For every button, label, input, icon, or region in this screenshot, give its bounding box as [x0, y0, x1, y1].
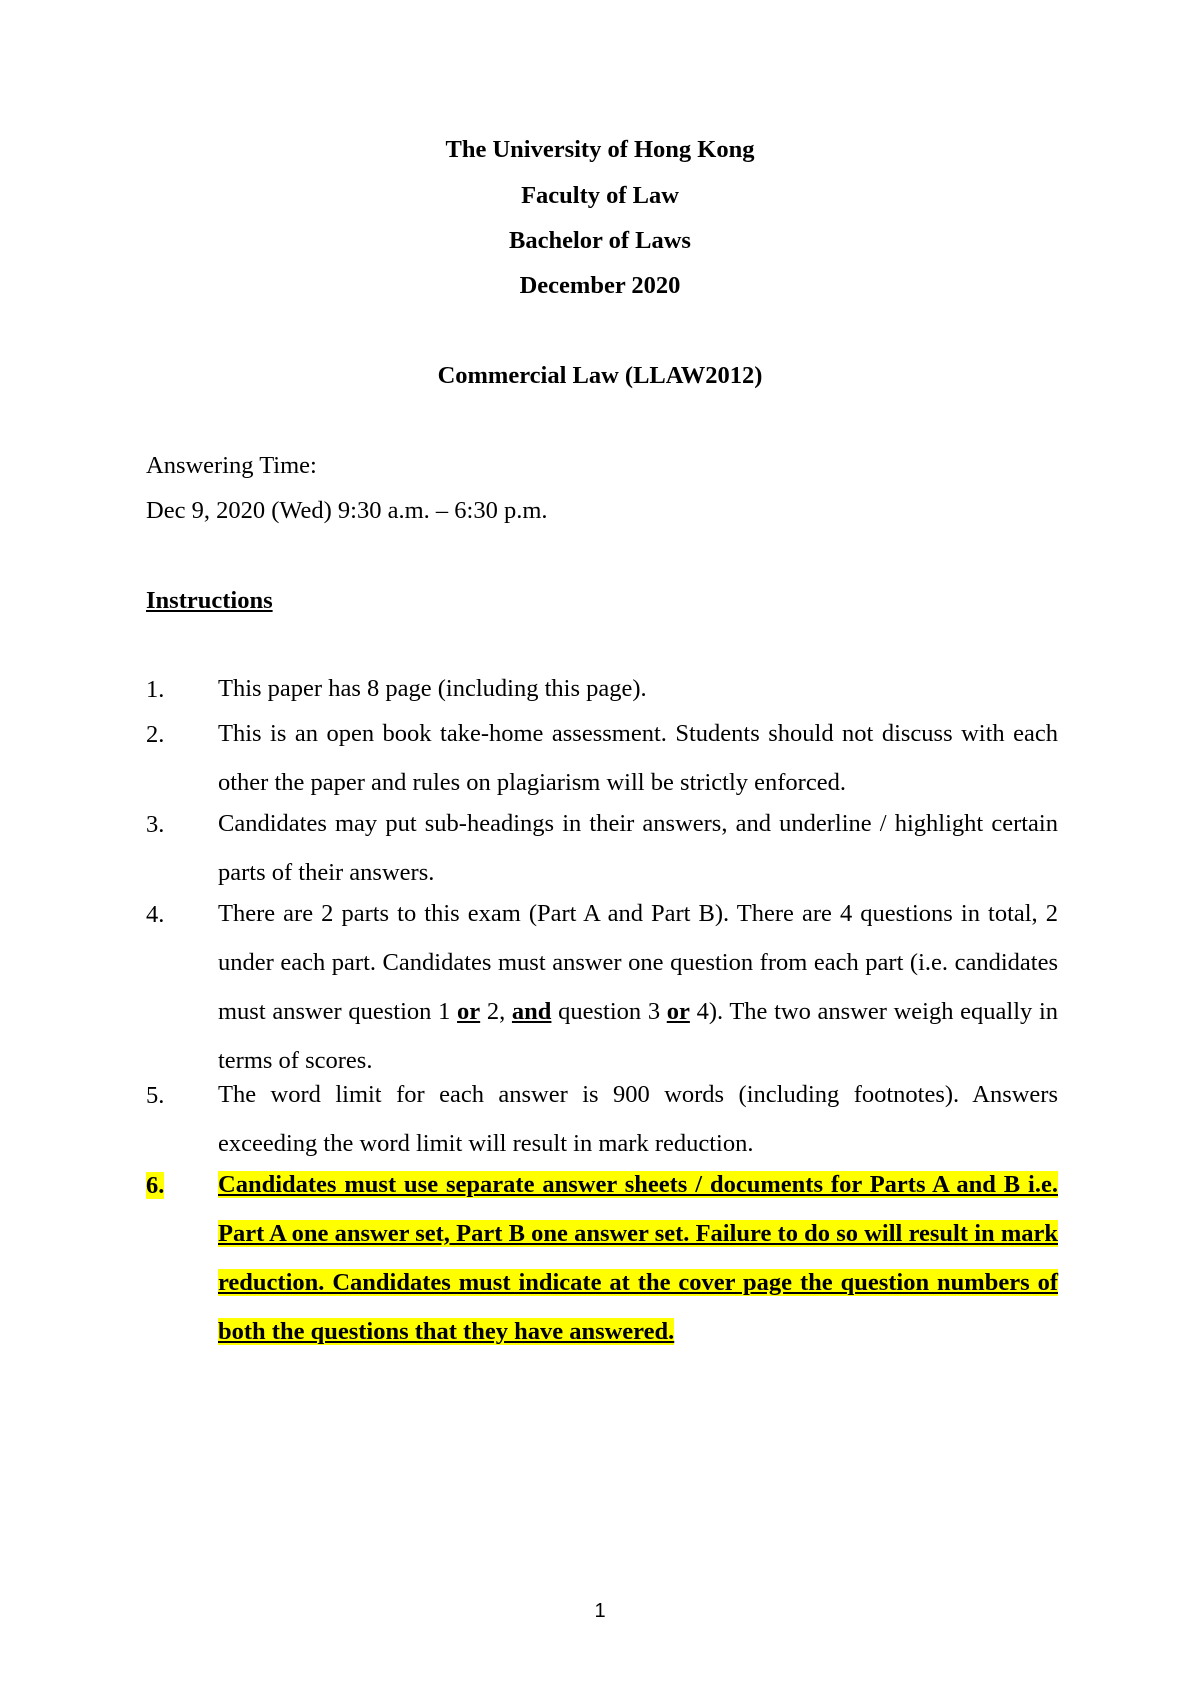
- item-4-text-c: question 3: [551, 998, 667, 1025]
- item-6-number: [146, 1172, 164, 1200]
- item-4-text-b: 2,: [480, 998, 512, 1025]
- answering-time-value: Dec 9, 2020 (Wed) 9:30 a.m. – 6:30 p.m.: [146, 497, 548, 524]
- item-3-number: 3.: [146, 811, 165, 838]
- item-6-number-label: 6.: [146, 1172, 165, 1199]
- course-title: Commercial Law (LLAW2012): [437, 362, 763, 389]
- item-1-number: 1.: [146, 676, 165, 703]
- item-2-number: 2.: [146, 721, 165, 748]
- item-4-text: [218, 889, 1058, 1085]
- item-4-or-1: or: [457, 998, 481, 1025]
- instructions-heading: Instructions: [146, 587, 273, 614]
- item-4-number: 4.: [146, 901, 165, 928]
- item-2-text: This is an open book take-home assessment. Students should not discuss with each other the paper and rules on plagiarism will be strictly enforced.: [218, 720, 1058, 796]
- item-3-text: Candidates may put sub-headings in their answers, and underline / highlight certain parts of their answers.: [218, 810, 1058, 886]
- item-4-and: and: [511, 998, 552, 1025]
- university-title: The University of Hong Kong: [445, 136, 755, 163]
- item-4-text-d: 4). The two answer weigh equally in terms of scores.: [218, 998, 1059, 1074]
- answering-time-label: Answering Time:: [146, 452, 317, 479]
- item-5-number: 5.: [146, 1082, 165, 1109]
- item-5-text: The word limit for each answer is 900 words (including footnotes). Answers exceeding the word limit will result in mark reduction.: [218, 1081, 1058, 1157]
- page-number: 1: [594, 1600, 606, 1622]
- programme-title: Bachelor of Laws: [509, 227, 691, 254]
- item-4-text-a: There are 2 parts to this exam (Part A and Part B). There are 4 questions in total, 2 under each part. Candidates must answer one question from each part (i.e. candidates must answer question 1: [218, 900, 1058, 1025]
- item-1-text: This paper has 8 page (including this page).: [218, 675, 647, 702]
- item-4-or-2: or: [666, 998, 690, 1025]
- item-6-highlighted-text: Candidates must use separate answer sheets / documents for Parts A and B i.e. Part A one answer set, Part B one answer set. Failure to do so will result in mark reduction. Candidates must indicate at the cover page the question numbers of both the questions that they have answered.: [218, 1171, 1058, 1345]
- faculty-title: Faculty of Law: [521, 182, 679, 209]
- item-6-text: [218, 1160, 1058, 1356]
- exam-date: December 2020: [519, 272, 681, 299]
